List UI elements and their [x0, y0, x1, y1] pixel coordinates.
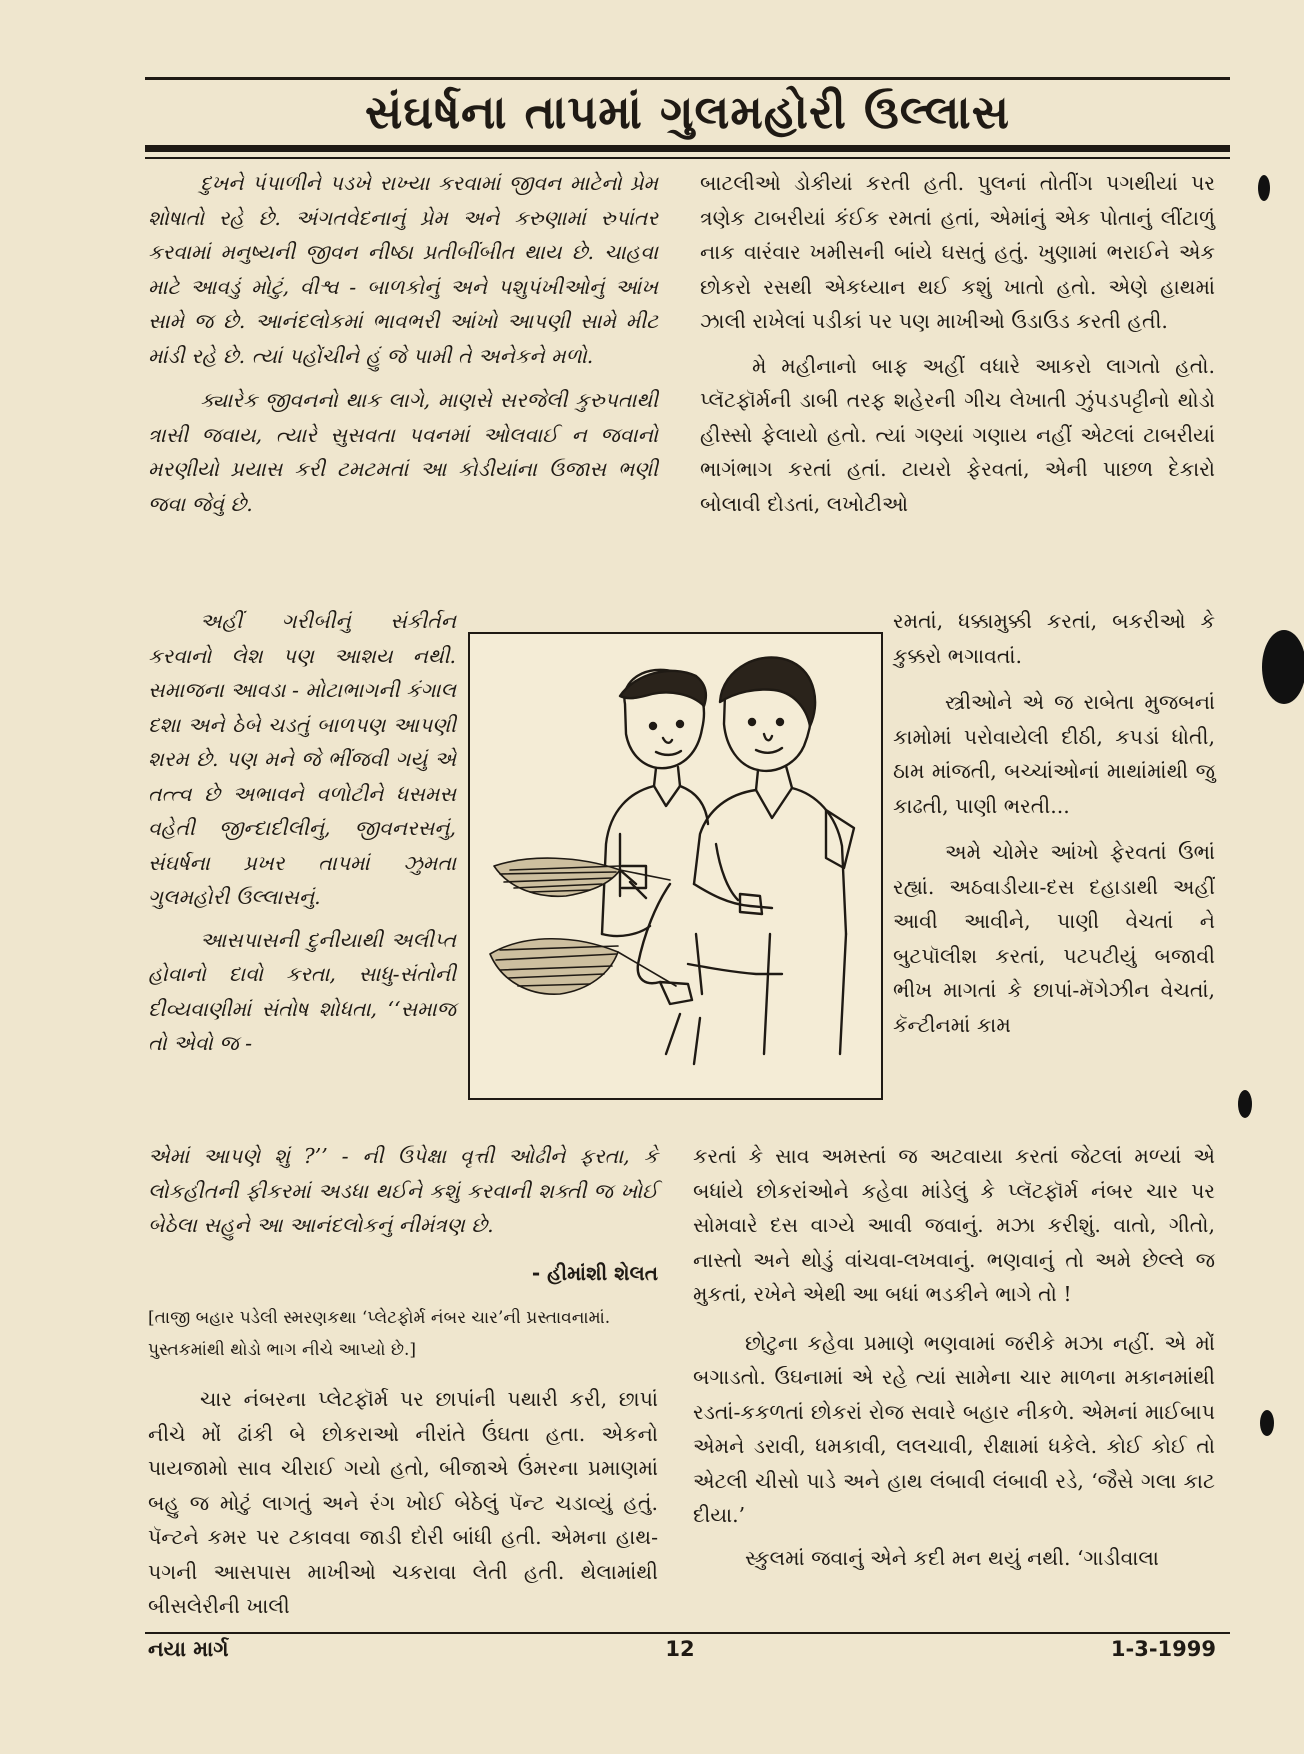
issue-date: 1-3-1999	[1110, 1637, 1216, 1661]
story-paragraph-7: સ્કુલમાં જવાનું એને કદી મન થયું નથી. ‘ગાડીવાલા	[745, 1545, 1159, 1570]
story-paragraph-2: બાટલીઓ ડોકીયાં કરતી હતી. પુલનાં તોતીંગ પગથીયાં પર ત્રણેક ટાબરીયાં કંઈક રમતાં હતાં, એમાંનું એક પોતાનું લીંટાળું નાક વારંવાર ખમીસની બાંયે ઘસતું હતું. ખુણામાં ભરાઈને એક છોકરો રસથી એકધ્યાન થઈ કશું ખાતો હતો. એણે હાથમાં ઝાલી રાખેલાં પડીકાં પર પણ માખીઓ ઉડાઉડ કરતી હતી.	[700, 171, 1215, 333]
right-bottom-block	[693, 1139, 1215, 1575]
title-bottom-rule-thick	[145, 145, 1230, 152]
page-number: 12	[665, 1637, 695, 1661]
story-paragraph-5-start: અમે ચોમેર આંખો ફેરવતાં ઉભાં રહ્યાં. અઠવાડીયા-દસ દહાડાથી અહીં આવી આવીને, પાણી વેચતાં ને બુટપૉલીશ કરતાં, પટપટીયું બજાવી ભીખ માગતાં કે છાપાં-મૅગેઝીન વેચતાં, કૅન્ટીનમાં કામ	[893, 840, 1215, 1037]
binding-hole	[1262, 630, 1304, 704]
title-bottom-rule-thin	[145, 157, 1230, 159]
right-top-block	[700, 166, 1215, 521]
story-paragraph-1: ચાર નંબરના પ્લેટફૉર્મ પર છાપાંની પથારી કરી, છાપાં નીચે મોં ઢાંકી બે છોકરાઓ નીરાંતે ઉંઘતા હતા. એકનો પાયજામો સાવ ચીરાઈ ગયો હતો, બીજાએ ઉંમરના પ્રમાણમાં બહુ જ મોટું લાગતું અને રંગ ખોઈ બેઠેલું પૅન્ટ ચડાવ્યું હતું. પૅન્ટને કમર પર ટકાવવા જાડી દોરી બાંધી હતી. એમના હાથ-પગની આસપાસ માખીઓ ચકરાવા લેતી હતી. થેલામાંથી બીસલેરીની ખાલી	[148, 1387, 658, 1618]
story-paragraph-3: મે મહીનાનો બાફ અહીં વધારે આકરો લાગતો હતો. પ્લૅટફૉર્મની ડાબી તરફ શહેરની ગીચ લેખાતી ઝુંપડપટ્ટીનો થોડો હીસ્સો ફેલાયો હતો. ત્યાં ગણ્યાં ગણાય નહીં એટલાં ટાબરીયાં ભાગંભાગ કરતાં હતાં. ટાયરો ફેરવતાં, એની પાછળ દેકારો બોલાવી દોડતાં, લખોટીઓ	[700, 353, 1215, 516]
left-story-block	[148, 1382, 658, 1624]
binding-tear-mark	[1258, 175, 1270, 201]
intro-paragraph-4-start: આસપાસની દુનીયાથી અલીપ્ત હોવાનો દાવો કરતા, સાધુ-સંતોની દીવ્યવાણીમાં સંતોષ શોધતા, ‘‘સમાજ તો એવો જ -	[148, 927, 456, 1055]
children-sketch-illustration	[470, 634, 881, 1098]
magazine-name: નયા માર્ગ	[148, 1637, 229, 1661]
author-signature: - હીમાંશી શેલત	[531, 1261, 658, 1285]
story-paragraph-5-end: કરતાં કે સાવ અમસ્તાં જ અટવાયા કરતાં જેટલાં મળ્યાં એ બધાંયે છોકરાંઓને કહેવા માંડેલું કે પ્લૅટફૉર્મ નંબર ચાર પર સોમવારે દસ વાગ્યે આવી જવાનું. મઝા કરીશું. વાતો, ગીતો, નાસ્તો અને થોડું વાંચવા-લખવાનું. ભણવાનું તો અમે છેલ્લે જ મુકતાં, રખેને એથી આ બધાં ભડકીને ભાગે તો !	[693, 1144, 1215, 1306]
left-wrapped-block	[148, 604, 456, 1061]
illustration-frame	[468, 632, 883, 1100]
story-paragraph-3-end: રમતાં, ધક્કામુક્કી કરતાં, બકરીઓ કે કુક્કરો ભગાવતાં.	[893, 609, 1215, 668]
article-title: સંઘર્ષના તાપમાં ગુલમહોરી ઉલ્લાસ	[365, 85, 1010, 139]
footer-rule	[145, 1632, 1230, 1634]
editor-note: [તાજી બહાર પડેલી સ્મરણકથા ‘પ્લેટફોર્મ નંબર ચાર’ની પ્રસ્તાવનામાં. પુસ્તકમાંથી થોડો ભાગ નીચે આપ્યો છે.]	[148, 1308, 611, 1360]
left-intro-block	[148, 166, 658, 521]
story-paragraph-4: સ્ત્રીઓને એ જ રાબેતા મુજબનાં કામોમાં પરોવાયેલી દીઠી, કપડાં ધોતી, ઠામ માંજતી, બચ્ચાંઓનાં માથાંમાંથી જુ કાઢતી, પાણી ભરતી...	[893, 690, 1215, 818]
intro-paragraph-3: અહીં ગરીબીનું સંકીર્તન કરવાનો લેશ પણ આશય નથી. સમાજના આવડા - મોટાભાગની કંગાલ દશા અને ઠેબે ચડતું બાળપણ આપણી શરમ છે. પણ મને જે ભીંજવી ગયું એ તત્ત્વ છે અભાવને વળોટીને ધસમસ વહેતી જીન્દાદીલીનું, જીવનરસનું, સંઘર્ષના પ્રખર તાપમાં ઝુમતા ગુલમહોરી ઉલ્લાસનું.	[148, 609, 456, 909]
binding-tear-mark	[1238, 1090, 1252, 1118]
intro-paragraph-4-end: એમાં આપણે શું ?’’ - ની ઉપેક્ષા વૃત્તી ઓઢીને ફરતા, કે લોકહીતની ફીકરમાં અડધા થઈને કશું કરવાની શક્તી જ ખોઈ બેઠેલા સહુને આ આનંદલોકનું નીમંત્રણ છે.	[148, 1144, 658, 1237]
right-wrapped-block	[893, 604, 1215, 1042]
story-paragraph-6: છોટુના કહેવા પ્રમાણે ભણવામાં જરીકે મઝા નહીં. એ મોં બગાડતો. ઉઘનામાં એ રહે ત્યાં સામેના ચાર માળના મકાનમાંથી રડતાં-કકળતાં છોકરાં રોજ સવારે બહાર નીકળે. એમનાં માઈબાપ એમને ડરાવી, ધમકાવી, લલચાવી, રીક્ષામાં ધકેલે. કોઈ કોઈ તો એટલી ચીસો પાડે અને હાથ લંબાવી લંબાવી રડે, ‘જૈસે ગલા કાટ દીયા.’	[693, 1330, 1215, 1527]
intro-paragraph-2: ક્યારેક જીવનનો થાક લાગે, માણસે સરજેલી કુરુપતાથી ત્રાસી જવાય, ત્યારે સુસવતા પવનમાં ઓલવાઈ ન જવાનો મરણીયો પ્રયાસ કરી ટમટમતાં આ કોડીયાંના ઉજાસ ભણી જવા જેવું છે.	[148, 388, 658, 516]
intro-paragraph-1: દુખને પંપાળીને પડખે રાખ્યા કરવામાં જીવન માટેનો પ્રેમ શોષાતો રહે છે. અંગતવેદનાનું પ્રેમ અને કરુણામાં રુપાંતર કરવામાં મનુષ્યની જીવન નીષ્ઠા પ્રતીબીંબીત થાય છે. ચાહવા માટે આવડું મોટું, વીશ્વ - બાળકોનું અને પશુપંખીઓનું આંખ સામે જ છે. આનંદલોકમાં ભાવભરી આંખો આપણી સામે મીટ માંડી રહે છે. ત્યાં પહોંચીને હું જે પામી તે અનેકને મળો.	[148, 171, 658, 368]
binding-tear-mark	[1260, 1410, 1274, 1436]
left-intro-continuation	[148, 1139, 658, 1243]
